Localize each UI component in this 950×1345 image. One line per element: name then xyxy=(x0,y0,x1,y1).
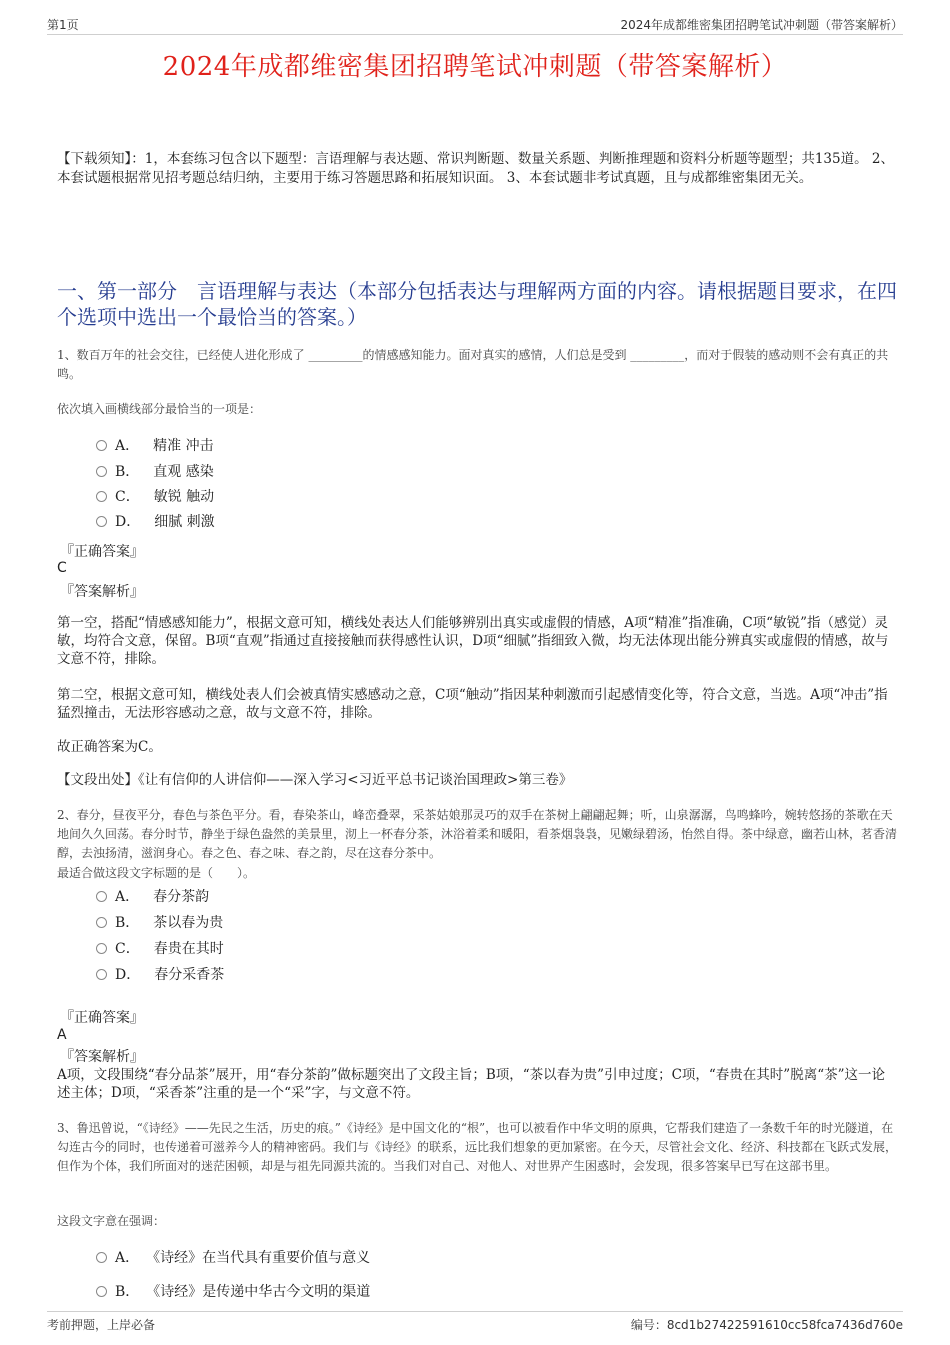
q1-option-a[interactable]: A． 精准 冲击 xyxy=(96,436,214,456)
radio-icon[interactable] xyxy=(96,891,107,902)
download-notice: 【下载须知】：1，本套练习包含以下题型：言语理解与表达题、常识判断题、数量关系题、判断推理题和资料分析题等题型；共135道。 2、本套试题根据常见招考题总结归纳，主要用于练习答题思路和拓展知识面。 3、本套试题非考试真题，且与成都维密集团无关。 xyxy=(57,151,894,186)
q2-analysis-label: 『答案解析』 xyxy=(60,1049,144,1065)
radio-icon[interactable] xyxy=(96,440,107,451)
q3-prompt: 这段文字意在强调： xyxy=(57,1214,166,1228)
q2-prompt: 最适合做这段文字标题的是（ ）。 xyxy=(57,866,256,880)
q1-option-c[interactable]: C． 敏锐 触动 xyxy=(96,487,214,507)
page-header xyxy=(47,14,903,35)
q1-analysis-label: 『答案解析』 xyxy=(60,584,144,600)
footer-slogan: 考前押题，上岸必备 xyxy=(47,1318,156,1332)
page-number: 第1页 xyxy=(47,18,79,32)
q1-option-b[interactable]: B． 直观 感染 xyxy=(96,462,214,482)
radio-icon[interactable] xyxy=(96,516,107,527)
q1-stem: 1、数百万年的社会交往，已经使人进化形成了 _________的情感感知能力。面对真实的感情，人们总是受到 _________，而对于假装的感动则不会有真正的共鸣。 xyxy=(57,348,889,381)
q2-option-c[interactable]: C． 春贵在其时 xyxy=(96,939,224,959)
footer-code: 编号：8cd1b27422591610cc58fca7436d760e xyxy=(630,1318,903,1332)
q1-source: 【文段出处】《让有信仰的人讲信仰——深入学习<习近平总书记谈治国理政>第三卷》 xyxy=(57,772,573,788)
q1-option-d[interactable]: D． 细腻 刺激 xyxy=(96,512,215,532)
q3-option-b[interactable]: B． 《诗经》是传递中华古今文明的渠道 xyxy=(96,1282,370,1302)
q1-analysis-p3: 故正确答案为C。 xyxy=(57,739,162,755)
q2-option-a[interactable]: A． 春分茶韵 xyxy=(96,887,209,907)
q2-answer-label: 『正确答案』 xyxy=(60,1010,144,1026)
document-title: 2024年成都维密集团招聘笔试冲刺题（带答案解析） xyxy=(162,52,788,82)
radio-icon[interactable] xyxy=(96,969,107,980)
q2-answer: A xyxy=(57,1027,67,1043)
section-title: 一、第一部分 言语理解与表达（本部分包括表达与理解两方面的内容。请根据题目要求，在四个选项中选出一个最恰当的答案。） xyxy=(57,279,897,329)
q1-answer: C xyxy=(57,560,67,576)
q1-analysis-p2: 第二空，根据文意可知，横线处表人们会被真情实感感动之意，C项“触动”指因某种刺激而引起感情变化等，符合文意，当选。A项“冲击”指猛烈撞击，无法形容感动之意，故与文意不符，排除。 xyxy=(57,687,888,721)
q1-analysis-p1: 第一空，搭配“情感感知能力”，根据文意可知，横线处表达人们能够辨别出真实或虚假的情感，A项“精准”指准确，C项“敏锐”指（感觉）灵敏，均符合文意，保留。B项“直观”指通过直接接触而获得感性认识，D项“细腻”指细致入微，均无法体现出能分辨真实或虚假的情感，故与文意不符，排除。 xyxy=(57,615,889,667)
q3-stem: 3、鲁迅曾说，“《诗经》——先民之生活，历史的痕。”《诗经》是中国文化的“根”，也可以被看作中华文明的原典，它帮我们建造了一条数千年的时光隧道，在勾连古今的同时，也传递着可滋养今人的精神密码。我们与《诗经》的联系，远比我们想象的更加紧密。在今天，尽管社会文化、经济、科技都在飞跃式发展，但作为个体，我们所面对的迷茫困顿，却是与祖先同源共流的。当我们对自己、对他人、对世界产生困惑时，会发现，很多答案早已写在这部书里。 xyxy=(57,1121,898,1173)
page-footer xyxy=(47,1311,903,1332)
q2-stem: 2、春分，昼夜平分，春色与茶色平分。看，春染茶山，峰峦叠翠，采茶姑娘那灵巧的双手在茶树上翩翩起舞；听，山泉潺潺，鸟鸣蜂吟，婉转悠扬的茶歌在天地间久久回荡。春分时节，静坐于绿色盎然的美景里，沏上一杯春分茶，沐浴着柔和暖阳，看茶烟袅袅，见嫩绿碧汤，怡然自得。茶中绿意，幽若山林，茗香清醇，去浊扬清，滋润身心。春之色、春之味、春之韵，尽在这春分茶中。 xyxy=(57,808,898,860)
radio-icon[interactable] xyxy=(96,1286,107,1297)
radio-icon[interactable] xyxy=(96,466,107,477)
q1-prompt: 依次填入画横线部分最恰当的一项是： xyxy=(57,402,262,416)
q1-answer-label: 『正确答案』 xyxy=(60,544,144,560)
q2-analysis: A项，文段围绕“春分品茶”展开，用“春分茶韵”做标题突出了文段主旨；B项，“茶以春为贵”引申过度；C项，“春贵在其时”脱离“茶”这一论述主体；D项，“采香茶”注重的是一个“采”字，与文意不符。 xyxy=(57,1067,886,1101)
q2-option-d[interactable]: D． 春分采香茶 xyxy=(96,965,224,985)
radio-icon[interactable] xyxy=(96,917,107,928)
q3-option-a[interactable]: A． 《诗经》在当代具有重要价值与意义 xyxy=(96,1248,370,1268)
radio-icon[interactable] xyxy=(96,1252,107,1263)
header-doc-title: 2024年成都维密集团招聘笔试冲刺题（带答案解析） xyxy=(620,18,903,32)
radio-icon[interactable] xyxy=(96,491,107,502)
q2-option-b[interactable]: B． 茶以春为贵 xyxy=(96,913,223,933)
radio-icon[interactable] xyxy=(96,943,107,954)
